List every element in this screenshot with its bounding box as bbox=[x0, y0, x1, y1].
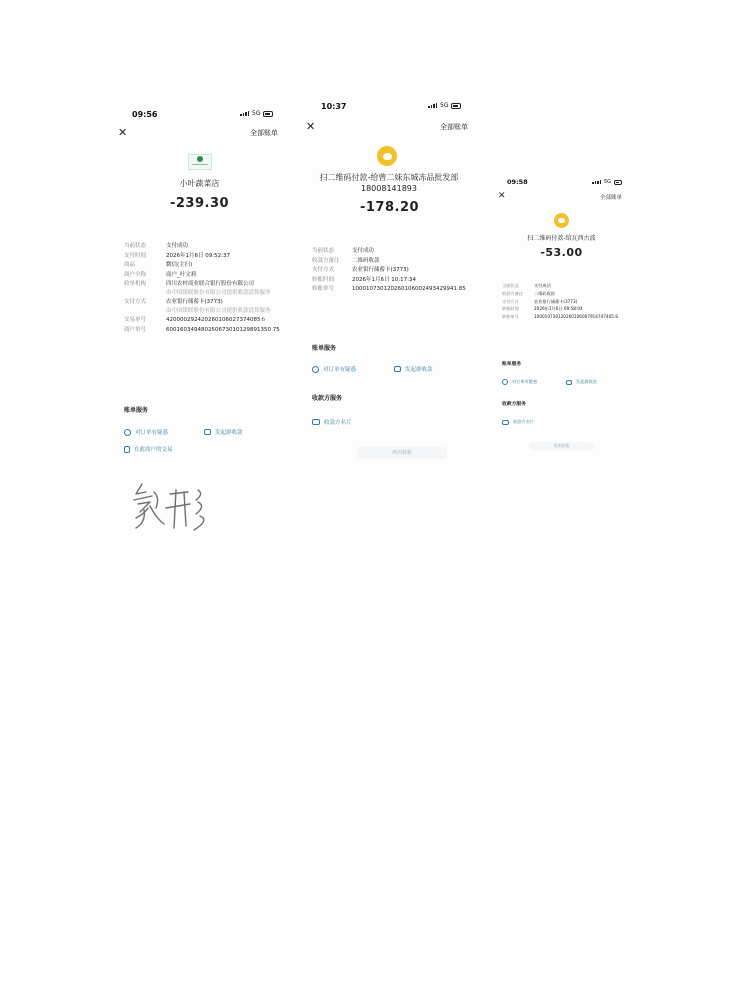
detail-value-text: 2026年1月6日 09:52:37 bbox=[166, 252, 230, 259]
service-group-collect[interactable] bbox=[394, 365, 433, 373]
service-payee-card[interactable] bbox=[502, 419, 534, 425]
detail-label: 当前状态 bbox=[312, 248, 335, 254]
detail-row bbox=[502, 283, 642, 290]
group-icon bbox=[566, 380, 572, 385]
detail-row bbox=[124, 261, 294, 270]
status-icons bbox=[592, 179, 622, 185]
close-icon[interactable]: ✕ bbox=[118, 126, 128, 139]
merchant-name: 扫二维码付款-给曾二妹东城冻品批发部18008141893 bbox=[319, 173, 459, 193]
detail-value-text: 农业银行储蓄卡(3773) bbox=[166, 299, 223, 305]
payee-avatar-icon bbox=[377, 146, 397, 166]
service-merchant-history[interactable] bbox=[124, 445, 173, 453]
detail-value-text: 二维码收款 bbox=[352, 257, 380, 264]
detail-label: 转账时间 bbox=[502, 306, 519, 312]
detail-label: 支付方式 bbox=[124, 299, 147, 305]
detail-label: 支付时间 bbox=[124, 252, 147, 259]
merchant-logo-icon bbox=[188, 154, 212, 170]
detail-value-text: 农业银行储蓄卡(3773) bbox=[534, 298, 578, 304]
detail-value-text: 2026年1月6日 10:17:34 bbox=[352, 276, 416, 283]
detail-value bbox=[166, 316, 266, 325]
status-time: 10:37 bbox=[321, 102, 347, 111]
payee-avatar-icon bbox=[554, 213, 569, 228]
amount: -53.00 bbox=[540, 246, 583, 259]
card-icon bbox=[502, 420, 509, 425]
detail-value-text: 四川农村商业联合银行股份有限公司 bbox=[166, 281, 255, 287]
detail-value bbox=[352, 276, 416, 285]
detail-list bbox=[312, 247, 482, 295]
detail-label: 收款方备注 bbox=[312, 257, 340, 264]
service-group-collect[interactable] bbox=[204, 428, 243, 436]
detail-value-text: 二维码收款 bbox=[534, 290, 555, 296]
handwritten-signature bbox=[130, 478, 220, 538]
detail-label: 转账单号 bbox=[312, 286, 335, 292]
signal-icon bbox=[240, 111, 249, 116]
detail-value bbox=[534, 291, 555, 298]
amount: -178.20 bbox=[359, 200, 420, 215]
detail-label: 收单机构 bbox=[124, 281, 147, 287]
service-dispute[interactable] bbox=[312, 365, 356, 373]
detail-value bbox=[534, 299, 577, 306]
transfer-again-button[interactable]: 再次转账 bbox=[357, 447, 447, 459]
status-icons bbox=[240, 110, 273, 117]
merchant-name: 扫二维码付款-给瓦西古波 bbox=[527, 235, 596, 242]
detail-value-text: 农业银行储蓄卡(3773) bbox=[352, 267, 409, 273]
signal-icon bbox=[592, 180, 601, 184]
detail-value bbox=[352, 285, 466, 294]
detail-sub-note: 由中国银联股份有限公司提供收款清算服务 bbox=[166, 289, 271, 296]
document-icon bbox=[124, 446, 130, 453]
battery-icon bbox=[614, 180, 622, 185]
detail-list bbox=[502, 283, 642, 322]
services-title: 账单服务 bbox=[502, 362, 522, 367]
detail-row bbox=[124, 252, 294, 261]
status-time: 09:58 bbox=[507, 178, 528, 186]
detail-row bbox=[312, 276, 482, 285]
detail-value-text: 支付成功 bbox=[352, 248, 375, 254]
service-label: 收款方名片 bbox=[324, 420, 352, 426]
detail-list bbox=[124, 242, 294, 335]
network-label: 5G bbox=[440, 102, 449, 109]
nav-title[interactable]: 全部账单 bbox=[440, 123, 468, 131]
detail-row bbox=[124, 326, 294, 335]
detail-row bbox=[124, 242, 294, 251]
detail-label: 收款方备注 bbox=[502, 290, 523, 296]
service-group-collect[interactable] bbox=[566, 379, 597, 385]
detail-value-text: 420000292420260106027374085６ bbox=[166, 317, 266, 323]
detail-sub-note: 由中国银联股份有限公司提供收款清算服务 bbox=[166, 307, 271, 314]
receipt-screenshot-2 bbox=[302, 92, 492, 472]
group-icon bbox=[204, 429, 211, 435]
detail-value bbox=[166, 261, 192, 270]
close-icon[interactable]: ✕ bbox=[306, 120, 316, 133]
service-label: 发起群收款 bbox=[576, 379, 597, 384]
service-dispute[interactable] bbox=[502, 379, 537, 385]
network-label: 5G bbox=[252, 110, 261, 117]
detail-row bbox=[312, 285, 482, 294]
battery-icon bbox=[451, 103, 461, 109]
detail-row bbox=[312, 257, 482, 266]
detail-label: 商户单号 bbox=[124, 326, 147, 333]
service-dispute[interactable] bbox=[124, 428, 168, 436]
detail-value-text: 支付成功 bbox=[534, 283, 551, 288]
merchant-name: 小叶蔬菜店 bbox=[179, 179, 220, 188]
detail-row bbox=[312, 266, 482, 275]
service-label: 发起群收款 bbox=[405, 367, 433, 373]
card-icon bbox=[312, 419, 320, 425]
detail-value bbox=[166, 271, 196, 280]
service-label: 对订单有疑惑 bbox=[135, 430, 169, 436]
signal-icon bbox=[428, 103, 437, 108]
detail-value bbox=[352, 266, 409, 275]
detail-value bbox=[352, 257, 380, 266]
nav-title[interactable]: 全部账单 bbox=[600, 195, 623, 201]
detail-value-text: 2026年1月6日 09:58:04 bbox=[534, 306, 583, 312]
status-icons bbox=[428, 102, 461, 109]
service-payee-card[interactable] bbox=[312, 418, 352, 426]
detail-row bbox=[502, 314, 642, 321]
service-label: 发起群收款 bbox=[215, 430, 243, 436]
detail-value bbox=[534, 306, 583, 313]
close-icon[interactable]: ✕ bbox=[498, 191, 506, 201]
detail-value bbox=[166, 326, 280, 335]
services-title: 账单服务 bbox=[124, 407, 149, 414]
detail-row bbox=[124, 271, 294, 280]
status-time: 09:56 bbox=[132, 110, 158, 119]
detail-label: 支付方式 bbox=[312, 267, 335, 273]
detail-value bbox=[166, 242, 188, 251]
detail-label: 转账时间 bbox=[312, 276, 335, 283]
detail-value-text: 100010730120260106002493429941 85 bbox=[352, 286, 466, 292]
detail-label: 商户全称 bbox=[124, 271, 147, 278]
service-label: 对订单有疑惑 bbox=[512, 379, 538, 384]
detail-label: 支付方式 bbox=[502, 298, 519, 304]
battery-icon bbox=[263, 111, 273, 117]
detail-label: 当前状态 bbox=[124, 243, 147, 249]
services-title: 账单服务 bbox=[312, 345, 337, 352]
detail-row bbox=[502, 291, 642, 298]
detail-value bbox=[534, 314, 618, 321]
detail-label: 当前状态 bbox=[502, 283, 519, 288]
group-icon bbox=[394, 366, 401, 372]
detail-row bbox=[502, 299, 642, 306]
detail-value bbox=[352, 247, 374, 256]
amount: -239.30 bbox=[169, 196, 230, 211]
question-circle-icon bbox=[502, 379, 508, 385]
question-circle-icon bbox=[124, 429, 131, 436]
detail-row bbox=[312, 247, 482, 256]
service-label: 收款方名片 bbox=[513, 419, 534, 424]
receipt-screenshot-3 bbox=[494, 172, 644, 462]
detail-row bbox=[124, 298, 294, 315]
network-label: 5G bbox=[604, 179, 612, 185]
detail-value-text: 100010730120260106007914747405 8 bbox=[534, 314, 618, 320]
detail-row bbox=[502, 306, 642, 313]
receipt-screenshot-1 bbox=[112, 100, 302, 480]
payee-services-title: 收款方服务 bbox=[502, 402, 526, 407]
detail-label: 商品 bbox=[124, 262, 136, 268]
service-label: 在此商户的交易 bbox=[134, 447, 173, 453]
detail-row bbox=[124, 280, 294, 297]
detail-value bbox=[166, 280, 271, 297]
detail-value-text: 商户_叶文莉 bbox=[166, 271, 197, 278]
service-label: 对订单有疑惑 bbox=[323, 367, 357, 373]
detail-value-text: 微信(主扫) bbox=[166, 262, 193, 268]
detail-row bbox=[124, 316, 294, 325]
payee-services-title: 收款方服务 bbox=[312, 395, 343, 402]
detail-value bbox=[534, 283, 551, 290]
detail-value-text: 支付成功 bbox=[166, 243, 189, 249]
detail-label: 交易单号 bbox=[124, 317, 147, 323]
detail-value bbox=[166, 298, 271, 315]
detail-label: 转账单号 bbox=[502, 314, 519, 320]
question-circle-icon bbox=[312, 366, 319, 373]
detail-value-text: 600160349480250673010129891350 75 bbox=[166, 326, 280, 333]
transfer-again-button[interactable]: 再次转账 bbox=[529, 442, 594, 450]
nav-title[interactable]: 全部账单 bbox=[250, 129, 278, 137]
detail-value bbox=[166, 252, 230, 261]
